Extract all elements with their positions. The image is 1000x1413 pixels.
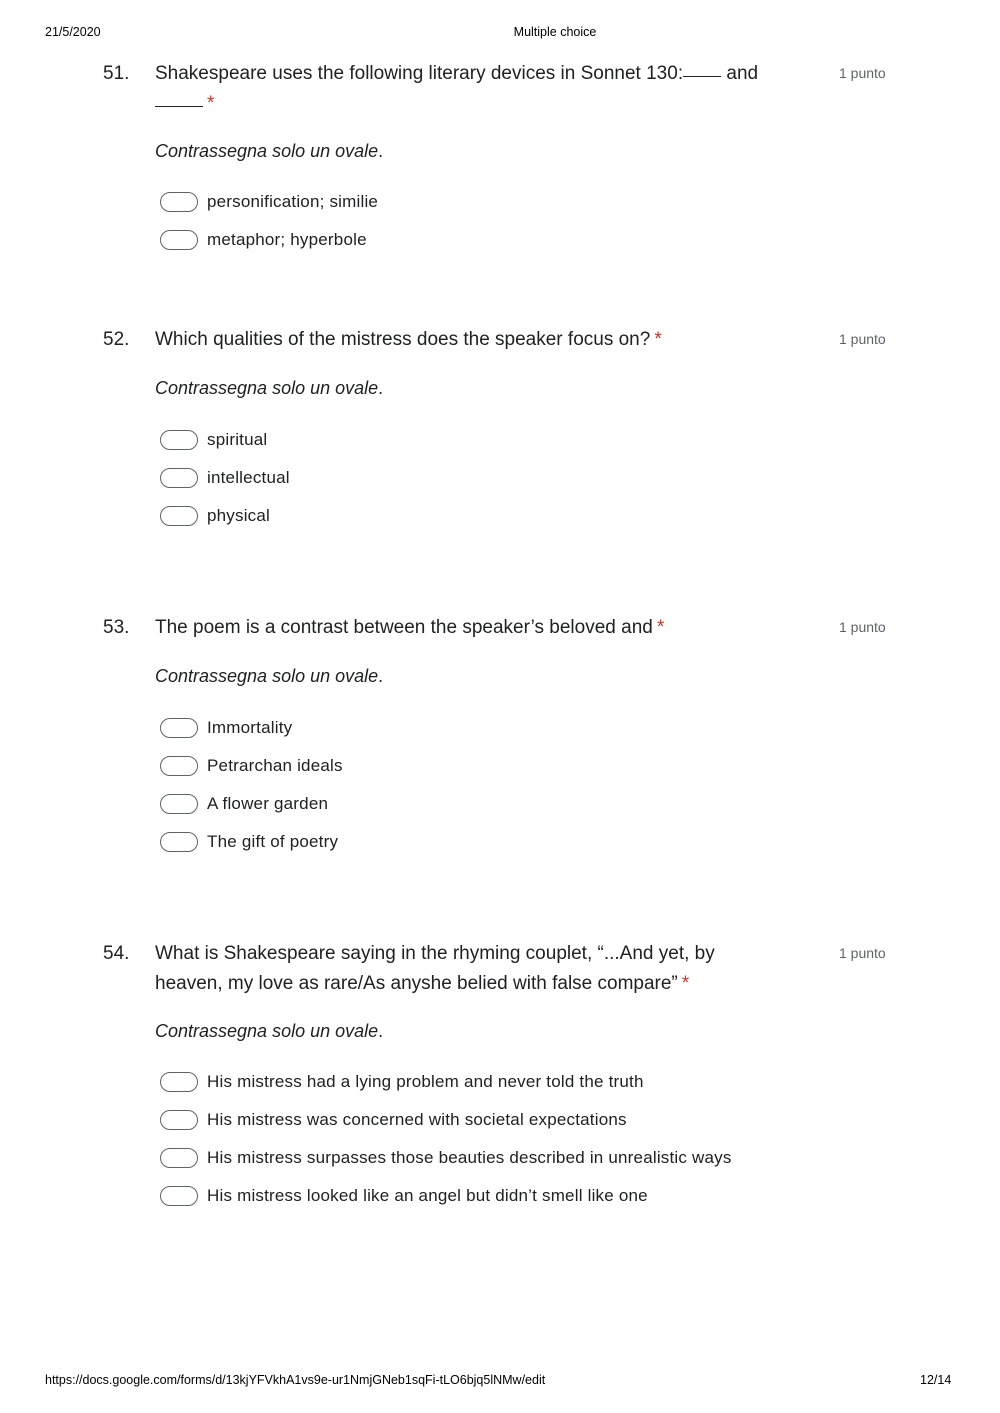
radio-oval[interactable] — [160, 1110, 198, 1130]
option-label: His mistress had a lying problem and never told the truth — [207, 1072, 644, 1091]
option-label: His mistress surpasses those beauties described in unrealistic ways — [207, 1148, 732, 1167]
option-label: physical — [207, 506, 271, 525]
question-text-line2: heaven, my love as rare/As anyshe belied with false compare” — [155, 973, 678, 994]
radio-oval[interactable] — [160, 1072, 198, 1092]
points-label: 1 punto — [839, 331, 886, 347]
option[interactable] — [160, 1063, 732, 1101]
radio-oval[interactable] — [160, 794, 198, 814]
answer-hint: Contrassegna solo un ovale. — [155, 141, 384, 161]
option[interactable] — [160, 1177, 732, 1215]
points-label: 1 punto — [839, 945, 886, 961]
option-label: personification; similie — [207, 192, 379, 211]
option[interactable] — [160, 785, 343, 823]
radio-oval[interactable] — [160, 230, 198, 250]
option[interactable] — [160, 1139, 732, 1177]
radio-oval[interactable] — [160, 756, 198, 776]
question-text: Which qualities of the mistress does the speaker focus on? * — [155, 329, 662, 350]
option-label: intellectual — [207, 468, 290, 487]
radio-oval[interactable] — [160, 192, 198, 212]
question-number: 54. — [103, 943, 130, 964]
question-text-part1: Shakespeare uses the following literary devices in Sonnet 130: — [155, 63, 684, 84]
option[interactable] — [160, 221, 378, 259]
option-label: His mistress looked like an angel but didn’t smell like one — [207, 1186, 648, 1205]
answer-blank — [683, 75, 721, 77]
answer-hint: Contrassegna solo un ovale. — [155, 378, 384, 398]
print-title: Multiple choice — [513, 25, 597, 39]
radio-oval[interactable] — [160, 468, 198, 488]
required-asterisk: * — [656, 617, 665, 638]
option-label: His mistress was concerned with societal expectations — [207, 1110, 627, 1129]
options-list — [160, 421, 290, 535]
question-text — [155, 59, 815, 119]
option[interactable] — [160, 709, 343, 747]
option-label: Petrarchan ideals — [207, 756, 343, 775]
answer-hint: Contrassegna solo un ovale. — [155, 1021, 384, 1041]
question-number: 52. — [103, 329, 130, 350]
option[interactable] — [160, 183, 378, 221]
radio-oval[interactable] — [160, 1186, 198, 1206]
option-label: spiritual — [207, 430, 268, 449]
option-label: A flower garden — [207, 794, 329, 813]
option-label: Immortality — [207, 718, 293, 737]
question-text-line1: What is Shakespeare saying in the rhyming couplet, “...And yet, by — [155, 943, 715, 964]
option[interactable] — [160, 747, 343, 785]
points-label: 1 punto — [839, 619, 886, 635]
required-asterisk: * — [654, 329, 662, 350]
option[interactable] — [160, 823, 343, 861]
option[interactable] — [160, 497, 290, 535]
page-number: 12/14 — [920, 1373, 952, 1387]
required-asterisk: * — [207, 93, 215, 114]
points-label: 1 punto — [839, 65, 886, 81]
options-list — [160, 709, 343, 861]
required-asterisk: * — [681, 973, 690, 994]
radio-oval[interactable] — [160, 1148, 198, 1168]
print-url: https://docs.google.com/forms/d/13kjYFVkhA1vs9e-ur1NmjGNeb1sqFi-tLO6bjq5lNMw/edit — [45, 1373, 546, 1387]
radio-oval[interactable] — [160, 506, 198, 526]
question-text — [155, 939, 815, 999]
options-list — [160, 183, 378, 259]
option-label: The gift of poetry — [207, 832, 339, 851]
option[interactable] — [160, 421, 290, 459]
radio-oval[interactable] — [160, 832, 198, 852]
print-date: 21/5/2020 — [45, 25, 101, 39]
question-number: 51. — [103, 63, 130, 84]
question-number: 53. — [103, 617, 130, 638]
answer-hint: Contrassegna solo un ovale. — [155, 666, 384, 686]
option-label: metaphor; hyperbole — [207, 230, 367, 249]
radio-oval[interactable] — [160, 718, 198, 738]
question-text-part2: and — [726, 63, 759, 84]
option[interactable] — [160, 1101, 732, 1139]
answer-blank — [155, 105, 203, 107]
question-text: The poem is a contrast between the speaker’s beloved and * — [155, 617, 665, 638]
radio-oval[interactable] — [160, 430, 198, 450]
option[interactable] — [160, 459, 290, 497]
options-list — [160, 1063, 732, 1215]
